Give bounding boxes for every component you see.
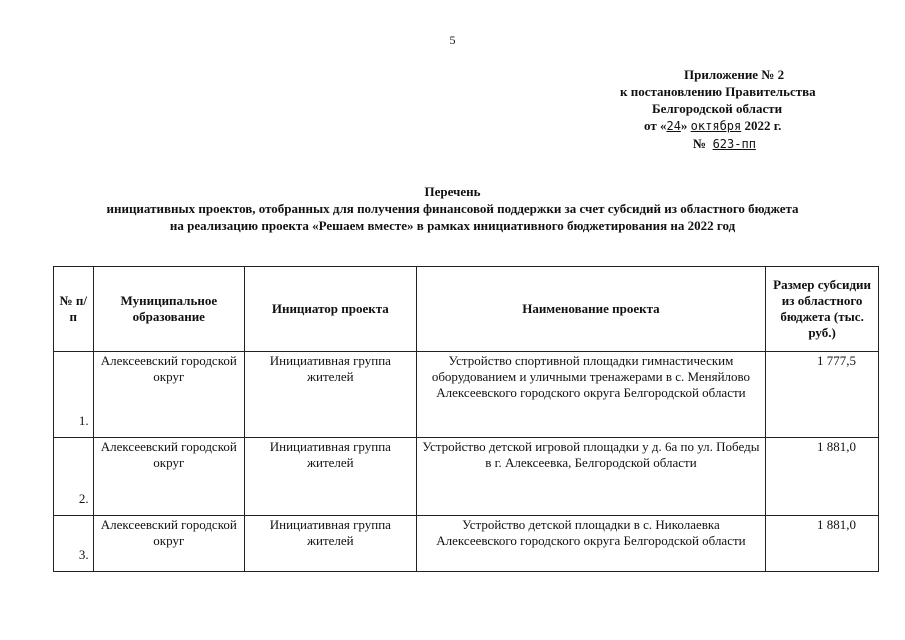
row-project: Устройство детской площадки в с. Николаевка Алексеевского городского округа Белгородской области — [416, 516, 766, 572]
appendix-number — [560, 135, 900, 153]
row-number: 3. — [54, 516, 94, 572]
appendix-block — [560, 66, 900, 153]
title-line-1: Перечень — [424, 184, 481, 199]
header-number: № п/п — [54, 267, 94, 352]
table-row — [54, 352, 879, 438]
row-project: Устройство спортивной площадки гимнастическим оборудованием и уличными тренажерами в с. Меняйлово Алексеевского городского округа Белгородской области — [416, 352, 766, 438]
appendix-region: Белгородской области — [652, 101, 783, 116]
row-municipality: Алексеевский городской округ — [93, 516, 244, 572]
row-project: Устройство детской игровой площадки у д. 6а по ул. Победы в г. Алексеевка, Белгородской области — [416, 438, 766, 516]
appendix-decree: к постановлению Правительства — [620, 84, 816, 99]
table-row — [54, 516, 879, 572]
row-number: 1. — [54, 352, 94, 438]
row-amount: 1 881,0 — [766, 516, 879, 572]
date-suffix: 2022 г. — [744, 118, 782, 133]
title-line-3: на реализацию проекта «Решаем вместе» в рамках инициативного бюджетирования на 2022 год — [169, 218, 736, 233]
appendix-title: Приложение № 2 — [684, 67, 785, 82]
document-title — [0, 183, 905, 234]
header-municipality: Муниципальное образование — [93, 267, 244, 352]
projects-table — [53, 266, 879, 572]
date-month: октября — [690, 119, 742, 133]
row-amount: 1 777,5 — [766, 352, 879, 438]
row-number: 2. — [54, 438, 94, 516]
row-amount: 1 881,0 — [766, 438, 879, 516]
appendix-date — [560, 117, 900, 135]
row-initiator: Инициативная группа жителей — [244, 438, 416, 516]
header-project: Наименование проекта — [416, 267, 766, 352]
header-amount: Размер субсидии из областного бюджета (тыс. руб.) — [766, 267, 879, 352]
table-header-row — [54, 267, 879, 352]
row-initiator: Инициативная группа жителей — [244, 352, 416, 438]
date-day: 24 — [666, 119, 681, 133]
row-initiator: Инициативная группа жителей — [244, 516, 416, 572]
header-initiator: Инициатор проекта — [244, 267, 416, 352]
row-municipality: Алексеевский городской округ — [93, 438, 244, 516]
date-prefix: от « — [644, 118, 667, 133]
number-value: 623-пп — [712, 137, 756, 151]
title-line-2: инициативных проектов, отобранных для получения финансовой поддержки за счет субсидий из областного бюджета — [106, 201, 799, 216]
page-number: 5 — [449, 33, 456, 47]
number-prefix: № — [693, 136, 707, 151]
table-row — [54, 438, 879, 516]
row-municipality: Алексеевский городской округ — [93, 352, 244, 438]
date-mid: » — [680, 118, 688, 133]
